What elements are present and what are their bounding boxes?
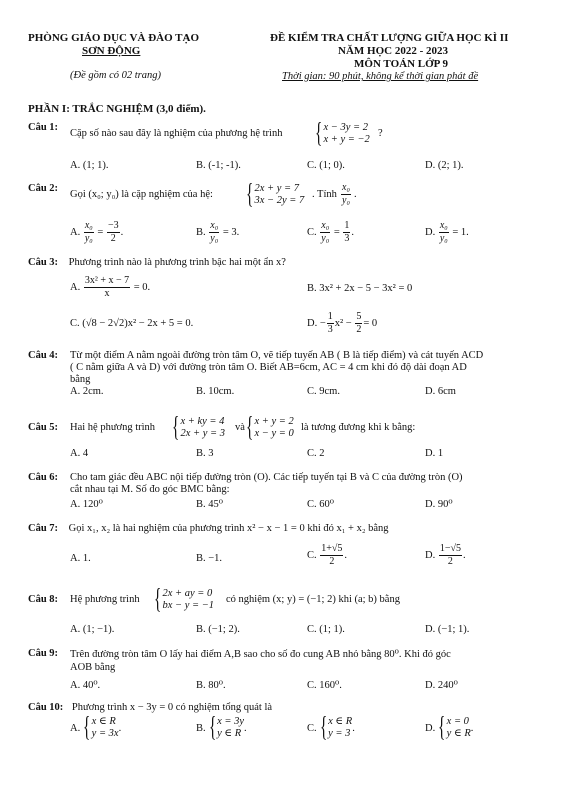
option-b[interactable]: B. { x = 3y y ∈ R . [196, 712, 247, 743]
option-d[interactable]: D. (−1; 1). [425, 624, 470, 635]
option-c[interactable]: C. 160⁰. [307, 680, 342, 691]
option-a[interactable]: A. { x ∈ R y = 3x . [70, 712, 122, 743]
option-b[interactable]: B. 80⁰. [196, 680, 226, 691]
department-name: PHÒNG GIÁO DỤC VÀ ĐÀO TẠO [28, 32, 200, 44]
district-name: SƠN ĐỘNG [82, 45, 141, 57]
question-7 [28, 523, 389, 534]
equation-system: { 2x + y = 7 3x − 2y = 7 [246, 179, 305, 210]
question-text-line: AOB bằng [70, 662, 116, 673]
option-b[interactable]: B. 3 [196, 448, 214, 459]
equation-system: { 2x + ay = 0 bx − y = −1 [154, 584, 215, 615]
option-a[interactable]: A. (1; 1). [70, 160, 109, 171]
question-label: Câu 7: [28, 523, 59, 534]
fraction: $\frac{\text{x₀}}{\text{y₀}}$ [342, 182, 350, 206]
question-text: Hệ phương trình [70, 594, 140, 605]
option-a[interactable]: A. 4 [70, 448, 89, 459]
equation-system: { x + ky = 4 2x + y = 3 [172, 412, 225, 443]
option-d[interactable]: D. $\frac{\text{x₀}}{\text{y₀}}$ = 1. [425, 220, 469, 244]
question-text: Gọi (x₀; y₀) là cặp nghiệm của hệ: [70, 189, 213, 200]
option-d[interactable]: D. − $\frac{1}{3}$ x² − $\frac{5}{2}$ = 0 [307, 311, 378, 335]
question-text-line: Cho tam giác đều ABC nội tiếp đường tròn (O). Các tiếp tuyến tại B và C của đường tròn (O) [70, 472, 463, 483]
option-d[interactable]: D. 90⁰ [425, 499, 453, 510]
question-4 [28, 350, 58, 361]
question-9 [28, 648, 58, 659]
question-text: Hai hệ phương trình [70, 422, 156, 433]
option-d[interactable]: D. 240⁰ [425, 680, 458, 691]
option-c[interactable]: C. { x ∈ R y = 3 . [307, 712, 355, 743]
question-text: Phương trình x − 3y = 0 có nghiệm tổng quát là [71, 702, 273, 713]
question-label: Câu 5: [28, 422, 59, 433]
option-c[interactable]: C. (1; 1). [307, 624, 345, 635]
option-a[interactable]: A. $\frac{\text{x₀}}{\text{y₀}}$ = $\frac{-3}{2}$ . [70, 220, 124, 244]
option-c[interactable]: C. $\frac{1+√5}{2}$ . [307, 543, 348, 567]
option-c[interactable]: C. $\frac{\text{x₀}}{\text{y₀}}$ = $\frac{1}{3}$ . [307, 220, 354, 244]
question-8: Câu 8: Hệ phương trình { 2x + ay = 0 bx − y = −1 có nghiệm (x; y) = (−1; 2) khi (a; b) bằng [28, 584, 400, 615]
question-10 [28, 702, 272, 713]
option-c[interactable]: C. 60⁰ [307, 499, 334, 510]
option-b[interactable]: B. (−1; 2). [196, 624, 240, 635]
option-a[interactable]: A. 2cm. [70, 386, 104, 397]
question-text-line: Từ một điểm A nằm ngoài đường tròn tâm O, vẽ tiếp tuyến AB ( B là tiếp điểm) và cát tuyến ACD [70, 350, 484, 361]
question-2: Câu 2: Gọi (x₀; y₀) là cặp nghiệm của hệ: { 2x + y = 7 3x − 2y = 7 . Tính $\frac{\text{x₀}}{\text{y₀}}$ . [28, 179, 357, 210]
question-label: Câu 3: [28, 257, 59, 268]
option-a[interactable]: A. (1; −1). [70, 624, 115, 635]
pages-note: (Đề gồm có 02 trang) [70, 70, 161, 81]
question-3 [28, 257, 286, 268]
option-c[interactable]: C. (√8 − 2√2)x² − 2x + 5 = 0. [70, 318, 194, 329]
option-b[interactable]: B. 3x² + 2x − 5 − 3x² = 0 [307, 283, 413, 294]
option-d[interactable]: D. $\frac{1-√5}{2}$ . [425, 543, 466, 567]
option-b[interactable]: B. 10cm. [196, 386, 235, 397]
question-5: Câu 5: Hai hệ phương trình { x + ky = 4 2x + y = 3 và { x + y = 2 x − y = 0 là tương đương khi k bằng: [28, 412, 416, 443]
equation-system: { x − 3y = 2 x + y = −2 [315, 118, 370, 149]
option-b[interactable]: B. $\frac{\text{x₀}}{\text{y₀}}$ = 3. [196, 220, 240, 244]
option-a[interactable]: A. 40⁰. [70, 680, 101, 691]
section-title: PHẦN I: TRẮC NGHIỆM (3,0 điểm). [28, 103, 206, 115]
question-label: Câu 2: [28, 183, 59, 194]
question-text: Phương trình nào là phương trình bậc hai một ẩn x? [68, 257, 286, 268]
option-a[interactable]: A. $\frac{\text{3x² + x − 7}}{x}$ = 0. [70, 275, 151, 299]
question-text-line: Trên đường tròn tâm O lấy hai điểm A,B sao cho số đo cung AB nhỏ bằng 80⁰. Khi đó góc [70, 649, 451, 660]
question-text-line: bằng [70, 374, 91, 385]
question-text: Cặp số nào sau đây là nghiệm của phương hệ trình [70, 128, 283, 139]
question-label: Câu 1: [28, 122, 59, 133]
question-6 [28, 472, 58, 483]
question-label: Câu 6: [28, 472, 59, 483]
option-a[interactable]: A. 1. [70, 553, 91, 564]
question-label: Câu 4: [28, 350, 59, 361]
option-c[interactable]: C. 9cm. [307, 386, 340, 397]
option-d[interactable]: D. 1 [425, 448, 444, 459]
question-label: Câu 10: [28, 702, 64, 713]
school-year: NĂM HỌC 2022 - 2023 [338, 45, 448, 57]
option-d[interactable]: D. { x = 0 y ∈ R . [425, 712, 474, 743]
option-a[interactable]: A. 120⁰ [70, 499, 103, 510]
equation-system: { x + y = 2 x − y = 0 [246, 412, 294, 443]
question-label: Câu 9: [28, 648, 59, 659]
option-d[interactable]: D. 6cm [425, 386, 456, 397]
exam-title: ĐỀ KIỂM TRA CHẤT LƯỢNG GIỮA HỌC KÌ II [270, 32, 509, 44]
question-1: Câu 1: Cặp số nào sau đây là nghiệm của phương hệ trình { x − 3y = 2 x + y = −2 ? [28, 118, 383, 149]
question-text: Gọi x₁, x₂ là hai nghiệm của phương trình x² − x − 1 = 0 khi đó x₁ + x₂ bằng [68, 523, 389, 534]
option-b[interactable]: B. −1. [196, 553, 223, 564]
time-note: Thời gian: 90 phút, không kể thời gian phát đề [282, 71, 479, 82]
option-c[interactable]: C. 2 [307, 448, 325, 459]
option-b[interactable]: B. 45⁰ [196, 499, 223, 510]
subject: MÔN TOÁN LỚP 9 [354, 58, 449, 70]
option-d[interactable]: D. (2; 1). [425, 160, 464, 171]
question-label: Câu 8: [28, 594, 59, 605]
question-text-line: cắt nhau tại M. Số đo góc BMC bằng: [70, 484, 230, 495]
option-b[interactable]: B. (-1; -1). [196, 160, 241, 171]
option-c[interactable]: C. (1; 0). [307, 160, 345, 171]
question-text-line: ( C nằm giữa A và D) với đường tròn tâm O. Biết AB=6cm, AC = 4 cm khi đó độ dài đoạn AD [70, 362, 467, 373]
